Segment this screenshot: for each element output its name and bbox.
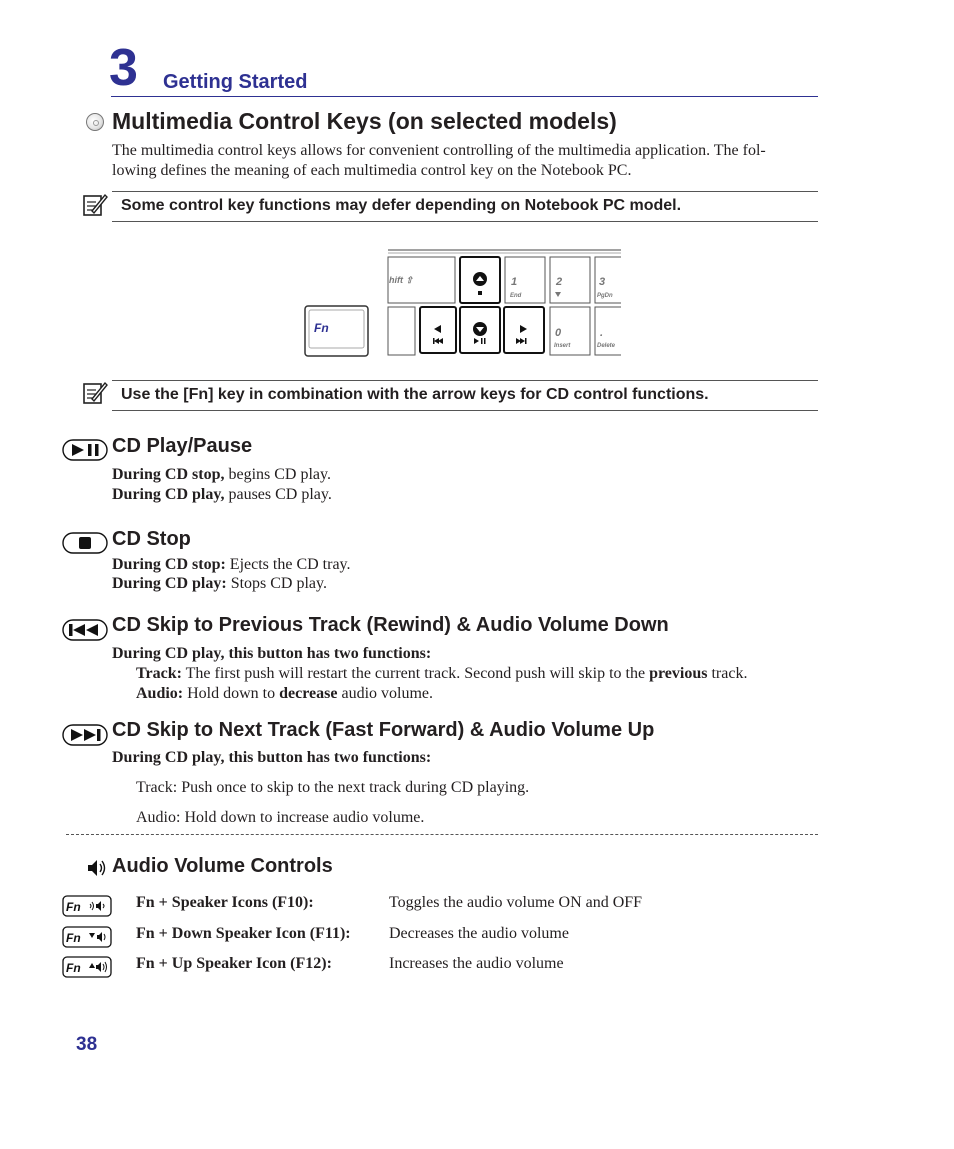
stop-line-1: During CD stop: Ejects the CD tray.	[112, 556, 351, 573]
volume-row-2-key: Fn + Down Speaker Icon (F11):	[136, 925, 351, 942]
key-1-label: 1	[511, 276, 518, 288]
play-pause-icon	[62, 439, 108, 461]
stop-icon	[62, 532, 108, 554]
next-intro: During CD play, this button has two functions:	[112, 749, 432, 766]
intro-line-2: lowing defines the meaning of each multimedia control key on the Notebook PC.	[112, 162, 632, 179]
volume-row-1-key: Fn + Speaker Icons (F10):	[136, 894, 314, 911]
volume-row-3-desc: Increases the audio volume	[389, 955, 564, 972]
volume-row-1-desc: Toggles the audio volume ON and OFF	[389, 894, 643, 911]
shift-key-label: hift ⇧	[389, 275, 414, 285]
note-icon	[82, 380, 108, 406]
svg-text:Fn: Fn	[66, 931, 81, 945]
note-rule-bottom	[112, 221, 818, 222]
section-title-stop: CD Stop	[112, 528, 191, 550]
prev-track-line: Track: The first push will restart the current track. Second push will skip to the previous track.	[136, 665, 748, 682]
section-divider	[66, 834, 818, 835]
chapter-number: 3	[109, 39, 138, 97]
stop-line-2: During CD play: Stops CD play.	[112, 575, 327, 592]
next-track-line: Track: Push once to skip to the next track during CD playing.	[136, 779, 530, 796]
fn-key-label: Fn	[314, 321, 329, 335]
fn-speaker-toggle-icon	[62, 895, 112, 917]
play-pause-line-1: During CD stop, begins CD play.	[112, 466, 331, 483]
key-3-sub: PgDn	[597, 293, 613, 299]
key-1-sub: End	[510, 293, 522, 299]
intro-line-1: The multimedia control keys allows for convenient controlling of the multimedia application. The fol-	[112, 142, 766, 159]
note-icon	[82, 192, 108, 218]
key-0-label: 0	[555, 327, 562, 339]
key-2-label: 2	[556, 276, 563, 288]
svg-text:Fn: Fn	[66, 961, 81, 975]
fast-forward-icon	[62, 724, 108, 746]
note-rule-bottom	[112, 410, 818, 411]
volume-row-3-key: Fn + Up Speaker Icon (F12):	[136, 955, 332, 972]
svg-text:Fn: Fn	[66, 900, 81, 914]
prev-audio-line: Audio: Hold down to decrease audio volume.	[136, 685, 434, 702]
chapter-title: Getting Started	[163, 71, 308, 93]
section-title-next: CD Skip to Next Track (Fast Forward) & Audio Volume Up	[112, 719, 655, 741]
page-title: Multimedia Control Keys (on selected models)	[112, 108, 617, 134]
volume-row-2-desc: Decreases the audio volume	[389, 925, 569, 942]
page-number: 38	[76, 1034, 98, 1055]
fn-speaker-down-icon	[62, 926, 112, 948]
section-title-volume: Audio Volume Controls	[112, 855, 333, 877]
key-dot-sub: Delete	[597, 343, 616, 349]
fn-speaker-up-icon	[62, 956, 112, 978]
note-text: Use the [Fn] key in combination with the arrow keys for CD control functions.	[121, 386, 709, 403]
key-dot-label: .	[600, 327, 604, 339]
section-title-play-pause: CD Play/Pause	[112, 435, 253, 457]
play-pause-line-2: During CD play, pauses CD play.	[112, 486, 332, 503]
next-audio-line: Audio: Hold down to increase audio volume.	[136, 809, 425, 826]
section-title-prev: CD Skip to Previous Track (Rewind) & Audio Volume Down	[112, 614, 669, 636]
note-rule-top	[112, 191, 818, 192]
speaker-icon	[85, 857, 109, 879]
key-3-label: 3	[599, 276, 606, 288]
rewind-icon	[62, 619, 108, 641]
cd-disc-icon	[86, 113, 104, 131]
note-rule-top	[112, 380, 818, 381]
keyboard-illustration	[303, 245, 621, 360]
prev-intro: During CD play, this button has two functions:	[112, 645, 432, 662]
key-0-sub: Insert	[554, 343, 571, 349]
header-rule	[111, 96, 818, 97]
note-text: Some control key functions may defer depending on Notebook PC model.	[121, 197, 682, 214]
